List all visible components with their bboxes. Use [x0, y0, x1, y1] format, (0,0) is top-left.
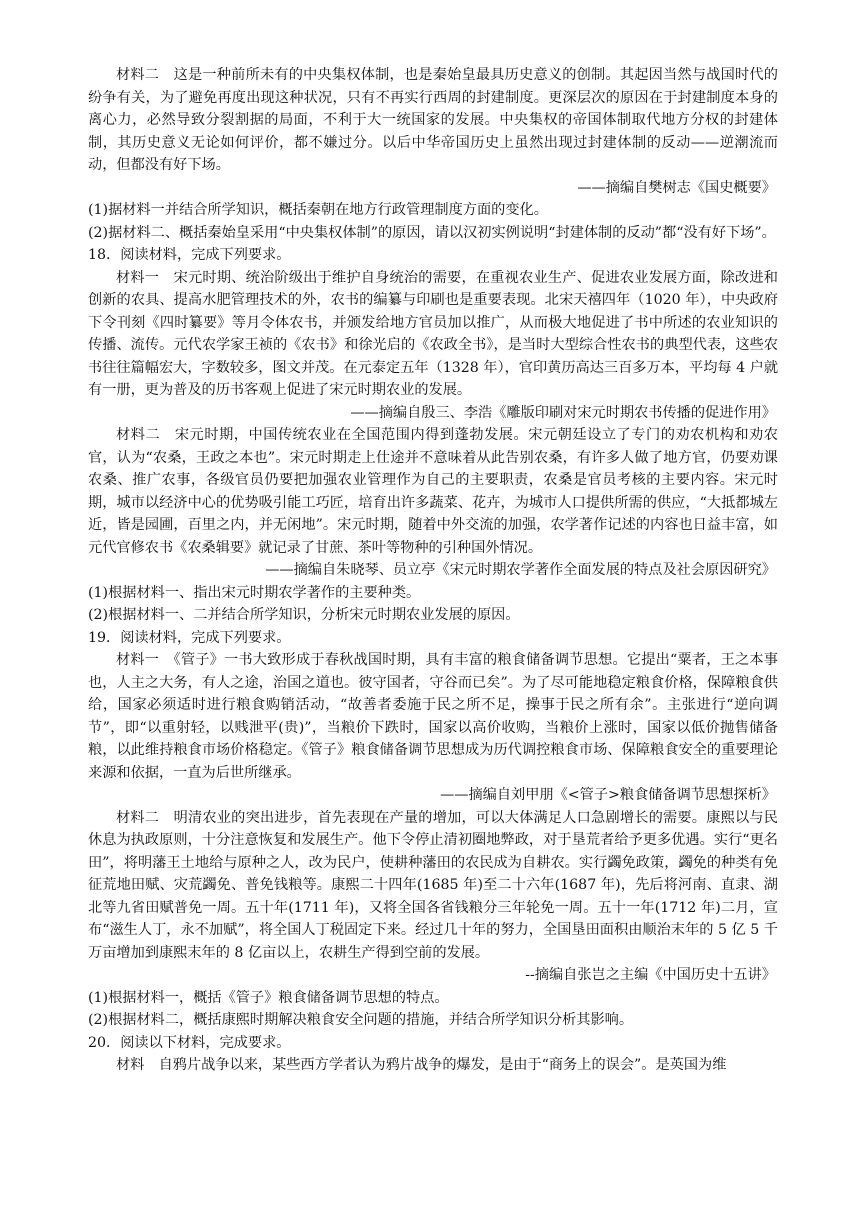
material-paragraph	[88, 807, 778, 965]
material-label: 材料二	[116, 809, 160, 826]
material-label: 材料二	[116, 67, 160, 83]
source-citation: ——摘编自殷三、李浩《雕版印刷对宋元时期农书传播的促进作用》	[350, 404, 776, 421]
source-citation: --摘编自张岂之主编《中国历史十五讲》	[525, 967, 776, 983]
question-line: (2)根据材料二，概括康熙时期解决粮食安全问题的措施，并结合所学知识分析其影响。	[88, 1012, 634, 1028]
material-text: 宋元时期，中国传统农业在全国范围内得到蓬勃发展。宋元朝廷设立了专门的劝农机构和劝农官，认为“农桑，王政之本也”。宋元时期走上仕途并不意味着从此告别农桑，有许多人做了地方官，仍要劝课农桑、推广农事，各级官员仍要把加强农业管理作为自己的主要职责，农桑是官员考核的主要内容。宋元时期，城市以经济中心的优势吸引能工巧匠，培育出许多蔬菜、花卉，为城市人口提供所需的供应，“大抵都城左近，皆是园圃，百里之内，并无闲地”。宋元时期，随着中外交流的加强，农学著作记述的内容也日益丰富，如元代官修农书《农桑辑要》就记录了甘蔗、茶叶等物种的引种国外情况。	[88, 427, 778, 556]
material-label: 材料一	[116, 652, 160, 668]
question-line: 20．阅读以下材料，完成要求。	[88, 1034, 291, 1051]
material-paragraph	[88, 267, 778, 402]
question-line: (2)据材料二、概括秦始皇采用“中央集权体制”的原因，请以汉初实例说明“封建体制的反动”都“没有好下场”。	[88, 224, 776, 241]
document-page	[88, 64, 778, 1077]
question-line: (1)据材料一并结合所学知识，概括秦朝在地方行政管理制度方面的变化。	[88, 202, 548, 218]
question-line: 18．阅读材料，完成下列要求。	[88, 247, 291, 263]
question-line: 19．阅读材料，完成下列要求。	[88, 629, 291, 646]
material-label: 材料一	[116, 269, 160, 286]
source-citation: ——摘编自刘甲朋《<管子>粮食储备调节思想探析》	[440, 787, 776, 803]
material-label: 材料	[116, 1057, 145, 1073]
material-text: 自鸦片战争以来，某些西方学者认为鸦片战争的爆发，是由于“商务上的误会”。是英国为维	[158, 1057, 727, 1073]
material-text: 这是一种前所未有的中央集权体制，也是秦始皇最具历史意义的创制。其起因当然与战国时代的纷争有关，为了避免再度出现这种状况，只有不再实行西周的封建制度。更深层次的原因在于封建制度本身的离心力，必然导致分裂割据的局面，不利于大一统国家的发展。中央集权的帝国体制取代地方分权的封建体制，其历史意义无论如何评价，都不嫌过分。以后中华帝国历史上虽然出现过封建体制的反动——逆潮流而动，但都没有好下场。	[88, 67, 778, 173]
source-citation: ——摘编自樊树志《国史概要》	[577, 179, 776, 196]
material-paragraph	[88, 649, 778, 784]
material-paragraph	[88, 64, 778, 177]
material-paragraph	[88, 1054, 778, 1077]
material-paragraph	[88, 424, 778, 559]
material-label: 材料二	[116, 427, 161, 443]
material-text: 明清农业的突出进步，首先表现在产量的增加，可以大体满足人口急剧增长的需要。康熙以与民休息为执政原则，十分注意恢复和发展生产。他下令停止清初圈地弊政，对于垦荒者给予更多优遇。实行“更名田”，将明藩王土地给与原种之人，改为民户，使耕种藩田的农民成为自耕农。实行蠲免政策，蠲免的种类有免征荒地田赋、灾荒蠲免、普免钱粮等。康熙二十四年(1685 年)至二十六年(1687 年)，先后将河南、直隶、湖北等九省田赋普免一周。五十年(1711 年)，又将全国各省钱粮分三年轮免一周。五十一年(1712 年)二月，宣布“滋生人丁，永不加赋”，将全国人丁税固定下来。经过几十年的努力，全国垦田面积由顺治末年的 5 亿 5 千万亩增加到康熙末年的 8 亿亩以上，农耕生产得到空前的发展。	[88, 809, 778, 961]
source-citation: ——摘编自朱晓琴、员立亭《宋元时期农学著作全面发展的特点及社会原因研究》	[265, 562, 776, 578]
material-text: 宋元时期、统治阶级出于维护自身统治的需要，在重视农业生产、促进农业发展方面，除改进和创新的农具、提高水肥管理技术的外，农书的编纂与印刷也是重要表现。北宋天禧四年（1020 年），中央政府下令刊刻《四时纂要》等月令体农书，并颁发给地方官员加以推广，从而极大地促进了书中所述的农业知识的传播、流传。元代农学家王祯的《农书》和徐光启的《农政全书》，是当时大型综合性农书的典型代表，这些农书往往篇幅宏大，字数较多，图文并茂。在元泰定五年（1328 年），官印黄历高达三百多万本，平均每 4 户就有一册，更为普及的历书客观上促进了宋元时期农业的发展。	[88, 269, 779, 398]
question-line: (1)根据材料一，概括《管子》粮食储备调节思想的特点。	[88, 989, 449, 1006]
question-line: (2)根据材料一、二并结合所学知识，分析宋元时期农业发展的原因。	[88, 607, 520, 623]
material-text: 《管子》一书大致形成于春秋战国时期，具有丰富的粮食储备调节思想。它提出“粟者，王之本事也，人主之大务，有人之途，治国之道也。彼守国者，守谷而已矣”。为了尽可能地稳定粮食价格，保障粮食供给，国家必须适时进行粮食购销活动，“故善者委施于民之所不足，操事于民之所有余”。主张进行“逆向调节”，即“以重射轻，以贱泄平(贵)”，当粮价下跌时，国家以高价收购，当粮价上涨时，国家以低价抛售储备粮，以此维持粮食市场价格稳定。《管子》粮食储备调节思想成为历代调控粮食市场、保障粮食安全的重要理论来源和依据，一直为后世所继承。	[88, 652, 778, 781]
question-line: (1)根据材料一、指出宋元时期农学著作的主要种类。	[88, 584, 421, 601]
